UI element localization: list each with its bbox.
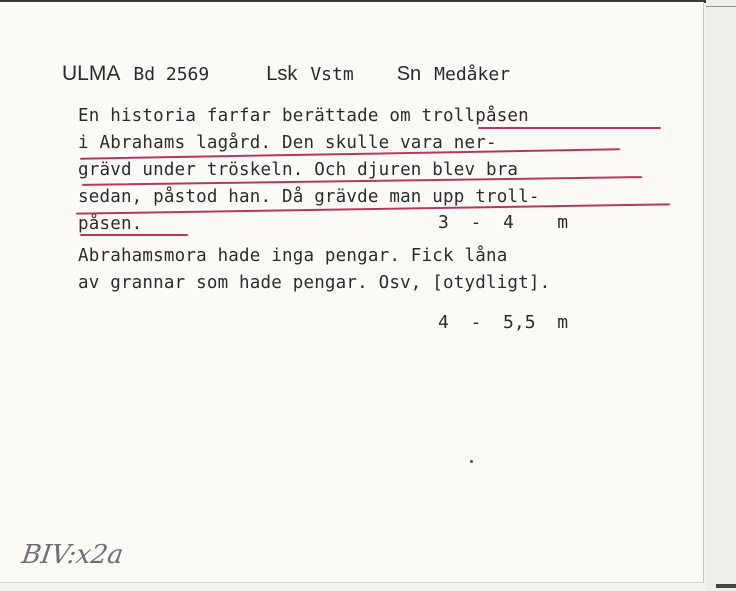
depth-measure: 3 - 4 m <box>438 212 569 233</box>
index-card <box>0 2 704 583</box>
landskap-label: Lsk <box>266 63 298 85</box>
text-line: grävd under tröskeln. Och djuren blev bra <box>78 160 519 180</box>
volume-number: Bd 2569 <box>133 64 210 85</box>
archive-code: ULMA <box>62 62 121 85</box>
adjacent-card-edge <box>706 0 736 591</box>
card-header <box>62 62 510 86</box>
socken-label: Sn <box>396 63 422 85</box>
socken-value: Medåker <box>434 64 511 85</box>
highlight-underline <box>80 234 188 236</box>
highlight-underline <box>478 127 661 129</box>
depth-measure: 4 - 5,5 m <box>438 312 569 333</box>
text-line: En historia farfar berättade om trollpåsen <box>78 106 529 126</box>
text-line: i Abrahams lagård. Den skulle vara ner- <box>78 133 497 153</box>
adjacent-card-line <box>706 6 736 7</box>
text-line: påsen. <box>78 214 143 234</box>
landskap-value: Vstm <box>310 64 354 85</box>
scan-corner-mark <box>716 584 736 588</box>
classification-code: BIV:x2a <box>19 540 126 570</box>
text-line: sedan, påstod han. Då grävde man upp troll- <box>78 187 540 207</box>
text-line: Abrahamsmora hade inga pengar. Fick låna <box>78 246 508 266</box>
text-line: av grannar som hade pengar. Osv, [otydligt]. <box>78 273 551 293</box>
paper-speck <box>470 460 473 463</box>
